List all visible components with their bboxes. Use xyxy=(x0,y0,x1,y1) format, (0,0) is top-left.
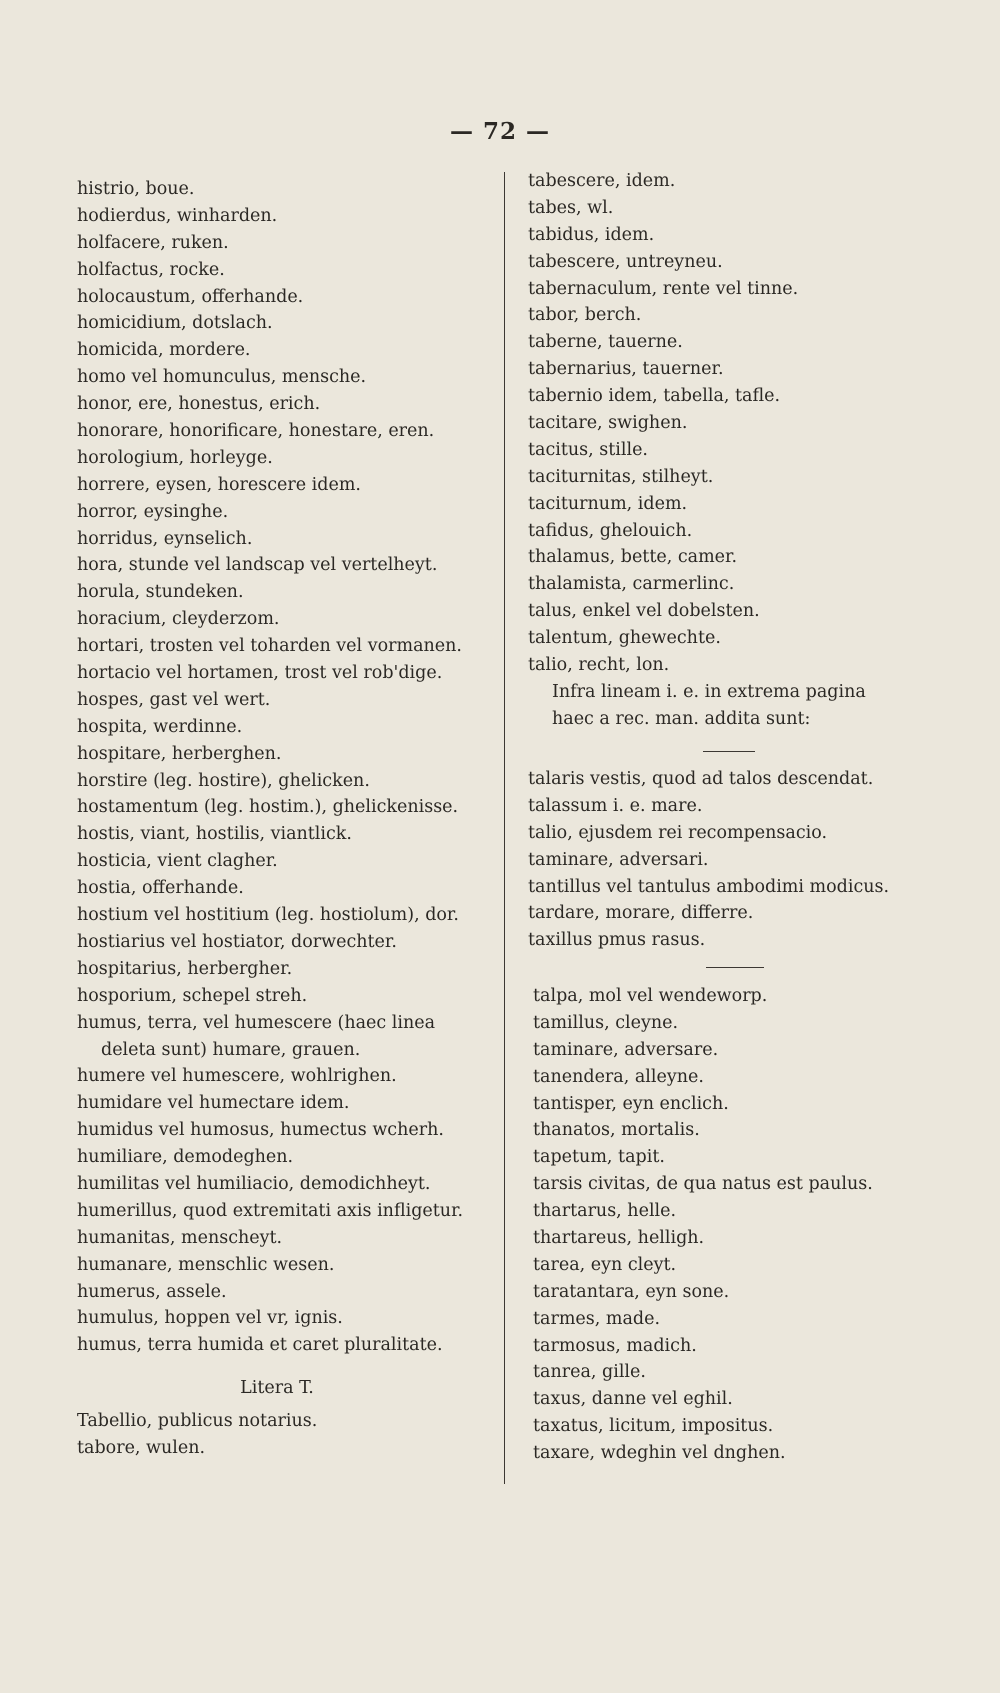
list-item: holfacere, ruken. xyxy=(77,232,229,253)
list-item: tabernarius, tauerner. xyxy=(528,359,724,380)
list-item: tabescere, idem. xyxy=(528,171,676,191)
editor-note: haec a rec. man. addita sunt: xyxy=(552,708,811,729)
list-item: horror, eysinghe. xyxy=(77,501,229,522)
list-item: humilitas vel humiliacio, demodichheyt. xyxy=(77,1173,431,1194)
list-item: honorare, honorificare, honestare, eren. xyxy=(77,421,435,442)
list-item: taxus, danne vel eghil. xyxy=(533,1389,733,1410)
list-item: holocaustum, offerhande. xyxy=(77,286,304,307)
list-item: hostia, offerhande. xyxy=(77,878,244,899)
list-item: talio, recht, lon. xyxy=(528,655,670,676)
list-item: thalamista, carmerlinc. xyxy=(528,574,735,595)
list-item: humerus, assele. xyxy=(77,1281,227,1302)
list-item: hortari, trosten vel toharden vel vormanen. xyxy=(77,636,462,657)
list-item: horridus, eynselich. xyxy=(77,528,253,549)
list-item: tarmosus, madich. xyxy=(533,1335,697,1356)
list-item: humerillus, quod extremitati axis infligetur. xyxy=(77,1200,464,1221)
list-item: tabor, berch. xyxy=(528,305,642,326)
list-item: thalamus, bette, camer. xyxy=(528,547,738,568)
list-item: tarsis civitas, de qua natus est paulus. xyxy=(533,1174,873,1195)
list-item: hospitare, herberghen. xyxy=(77,743,282,764)
list-item: talentum, ghewechte. xyxy=(528,628,721,649)
right-column xyxy=(528,168,866,733)
list-item: holfactus, rocke. xyxy=(77,259,225,280)
list-item: tantillus vel tantulus ambodimi modicus. xyxy=(528,876,890,897)
left-column xyxy=(77,176,477,1462)
list-item: hosporium, schepel streh. xyxy=(77,985,308,1006)
list-item: talio, ejusdem rei recompensacio. xyxy=(528,822,828,843)
list-item: thartareus, helligh. xyxy=(533,1228,705,1249)
list-item: humidus vel humosus, humectus wcherh. xyxy=(77,1120,444,1141)
list-item: talaris vestis, quod ad talos descendat. xyxy=(528,769,874,789)
list-item: humus, terra, vel humescere (haec linea xyxy=(77,1012,436,1033)
list-item: humiliare, demodeghen. xyxy=(77,1147,294,1168)
list-item: hodierdus, winharden. xyxy=(77,205,278,226)
list-item: tardare, morare, differre. xyxy=(528,903,754,924)
list-item: taciturnum, idem. xyxy=(528,493,688,514)
editor-note: Infra lineam i. e. in extrema pagina xyxy=(552,681,866,702)
list-item: tantisper, eyn enclich. xyxy=(533,1093,729,1114)
list-item: tabescere, untreyneu. xyxy=(528,251,723,272)
added-entries-list xyxy=(528,766,889,954)
section-rule xyxy=(703,751,755,752)
list-item: tabore, wulen. xyxy=(77,1438,206,1459)
list-item: tapetum, tapit. xyxy=(533,1147,665,1168)
column-divider xyxy=(504,172,505,1484)
list-item: hospita, werdinne. xyxy=(77,716,243,737)
list-item: hostis, viant, hostilis, viantlick. xyxy=(77,824,352,845)
list-item: thanatos, mortalis. xyxy=(533,1120,700,1141)
page-number: — 72 — xyxy=(449,118,551,145)
list-item: taxillus pmus rasus. xyxy=(528,930,706,951)
list-item: tamillus, cleyne. xyxy=(533,1012,679,1033)
list-item: humulus, hoppen vel vr, ignis. xyxy=(77,1308,343,1329)
list-item: talus, enkel vel dobelsten. xyxy=(528,601,760,622)
list-item: honor, ere, honestus, erich. xyxy=(77,394,321,415)
list-item: humere vel humescere, wohlrighen. xyxy=(77,1066,397,1087)
list-item: thartarus, helle. xyxy=(533,1201,677,1222)
list-item: hortacio vel hortamen, trost vel rob'dige. xyxy=(77,663,443,684)
list-item: hospitarius, herbergher. xyxy=(77,958,293,979)
list-item: horula, stundeken. xyxy=(77,582,244,603)
list-item: deleta sunt) humare, grauen. xyxy=(101,1039,361,1060)
list-item: hora, stunde vel landscap vel vertelheyt. xyxy=(77,555,438,576)
list-item: histrio, boue. xyxy=(77,179,195,199)
list-item: tabernaculum, rente vel tinne. xyxy=(528,278,799,299)
list-item: horstire (leg. hostire), ghelicken. xyxy=(77,770,370,791)
list-item: tacitus, stille. xyxy=(528,439,648,460)
section-rule xyxy=(706,967,764,968)
list-item: talpa, mol vel wendeworp. xyxy=(533,986,768,1006)
list-item: hostamentum (leg. hostim.), ghelickenisse. xyxy=(77,797,459,818)
list-item: humus, terra humida et caret pluralitate. xyxy=(77,1335,443,1356)
continued-entries-list xyxy=(533,983,873,1467)
list-item: taminare, adversari. xyxy=(528,849,709,870)
list-item: humanare, menschlic wesen. xyxy=(77,1254,335,1275)
list-item: tabes, wl. xyxy=(528,197,614,218)
list-item: tacitare, swighen. xyxy=(528,413,688,434)
section-heading: Litera T. xyxy=(240,1378,314,1399)
list-item: homicidium, dotslach. xyxy=(77,313,273,334)
list-item: horologium, horleyge. xyxy=(77,447,273,468)
list-item: tarea, eyn cleyt. xyxy=(533,1254,677,1275)
list-item: humanitas, menscheyt. xyxy=(77,1227,283,1248)
list-item: hostium vel hostitium (leg. hostiolum), dor. xyxy=(77,905,459,926)
list-item: taciturnitas, stilheyt. xyxy=(528,466,714,487)
list-item: tafidus, ghelouich. xyxy=(528,520,693,541)
list-item: taberne, tauerne. xyxy=(528,332,683,353)
list-item: hostiarius vel hostiator, dorwechter. xyxy=(77,931,397,952)
list-item: taminare, adversare. xyxy=(533,1039,719,1060)
list-item: horrere, eysen, horescere idem. xyxy=(77,474,361,495)
list-item: horacium, cleyderzom. xyxy=(77,609,280,630)
list-item: tanendera, alleyne. xyxy=(533,1066,704,1087)
list-item: tabidus, idem. xyxy=(528,224,655,245)
list-item: taxare, wdeghin vel dnghen. xyxy=(533,1443,786,1464)
list-item: talassum i. e. mare. xyxy=(528,795,703,816)
list-item: tanrea, gille. xyxy=(533,1362,646,1383)
list-item: Tabellio, publicus notarius. xyxy=(77,1411,318,1432)
list-item: hosticia, vient clagher. xyxy=(77,851,278,872)
list-item: tarmes, made. xyxy=(533,1308,661,1329)
list-item: humidare vel humectare idem. xyxy=(77,1093,350,1114)
list-item: tabernio idem, tabella, tafle. xyxy=(528,386,781,407)
list-item: homicida, mordere. xyxy=(77,340,251,361)
list-item: homo vel homunculus, mensche. xyxy=(77,367,367,388)
list-item: hospes, gast vel wert. xyxy=(77,689,271,710)
list-item: taratantara, eyn sone. xyxy=(533,1281,730,1302)
list-item: taxatus, licitum, impositus. xyxy=(533,1416,774,1437)
